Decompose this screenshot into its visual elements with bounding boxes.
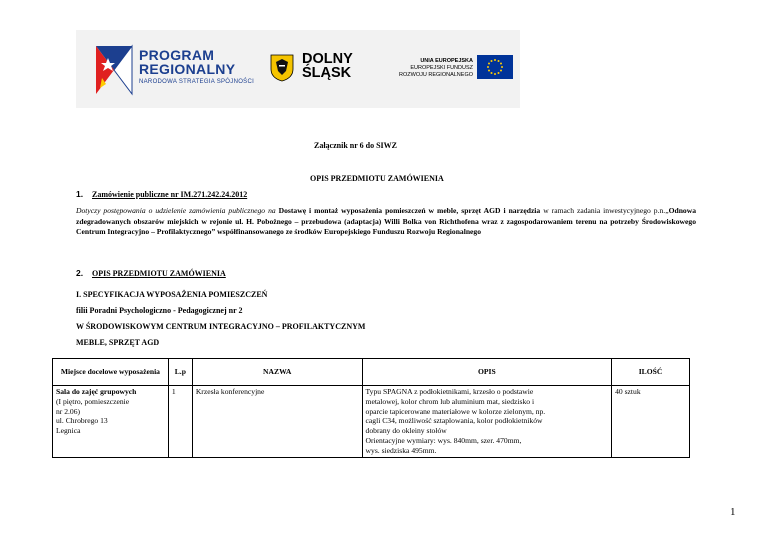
section2-heading: OPIS PRZEDMIOTU ZAMÓWIENIA [92,269,226,278]
location-line2: nr 2.06) [56,406,81,416]
table-header-row [53,359,690,386]
spec-line3: MEBLE, SPRZĘT AGD [76,338,160,347]
location-line4: Legnica [56,426,81,436]
section1-heading: Zamówienie publiczne nr IM.271.242.24.2012 [92,190,248,199]
location-line3: ul. Chrobrego 13 [56,416,108,426]
cell-qty: 40 sztuk [612,386,690,458]
desc-line4: cagli C34, możliwość sztaplowania, kolor podłokietników [365,416,543,426]
cell-location [53,386,169,458]
intro-text-2: Dostawę i montaż wyposażenia pomieszczeń w meble, sprzęt AGD i narzędzia [278,206,541,215]
dolny-slask-text [302,52,353,80]
location-line1: (I piętro, pomieszczenie [56,396,130,406]
intro-text-3: w ramach zadania inwestycyjnego p.n.„ [540,206,669,215]
section2-number: 2. [76,268,84,278]
dolny-line1: DOLNY [302,51,353,67]
desc-line7: wys. siedziska 495mm. [365,445,437,455]
equipment-table [52,358,690,458]
eu-line1: UNIA EUROPEJSKA [420,58,473,64]
desc-line3: oparcie tapicerowane materiałowe w kolorze zielonym, np. [365,406,546,416]
header-name: NAZWA [192,359,362,386]
intro-text-1: Dotyczy postępowania o udzielenie zamówienia publicznego na [76,206,279,215]
location-title: Sala do zajęć grupowych [56,387,137,396]
spec-title: I. SPECYFIKACJA WYPOSAŻENIA POMIESZCZEŃ [76,290,268,299]
cell-desc [362,386,612,458]
intro-paragraph [76,206,696,238]
program-regionalny-logo-icon [94,44,134,96]
table-row [53,386,690,458]
silesia-crest-icon [270,54,294,82]
cell-name: Krzesła konferencyjne [192,386,362,458]
header-lp: L.p [168,359,192,386]
page-number: 1 [730,506,736,518]
intro-text-4: Odnowa zdegradowanych obszarów miejskich w rejonie ul. H. Pobożnego – przebudowa (adaptacja) Willi Bolka von Richthofena wraz z zagospodarowaniem terenu na potrzeby Środowiskowego Centrum Integracyjno – Profilaktycznego” współfinansowanego ze środków Europejskiego Funduszu Rozwoju Regionalnego [76,206,697,236]
attachment-label: Załącznik nr 6 do SIWZ [314,141,397,150]
program-line2: REGIONALNY [139,61,236,77]
cell-lp: 1 [168,386,192,458]
desc-line5: dobrany do okleiny stołów [365,426,447,436]
section1-number: 1. [76,189,84,199]
header-location: Miejsce docelowe wyposażenia [53,359,169,386]
dolny-line2: ŚLĄSK [302,65,352,81]
header-desc: OPIS [362,359,612,386]
eu-flag-icon [477,55,513,79]
desc-line6: Orientacyjne wymiary: wys. 840mm, szer. 470mm, [365,435,522,445]
program-regionalny-text [139,48,254,85]
header-qty: ILOŚĆ [612,359,690,386]
program-subtitle: NARODOWA STRATEGIA SPÓJNOŚCI [139,79,255,85]
spec-line2: W ŚRODOWISKOWYM CENTRUM INTEGRACYJNO – PROFILAKTYCZNYM [76,322,366,331]
eu-text [389,58,473,79]
document-title: OPIS PRZEDMIOTU ZAMÓWIENIA [310,174,444,183]
program-line1: PROGRAM [139,47,215,63]
eu-line2: EUROPEJSKI FUNDUSZ [410,65,473,71]
desc-line1: Typu SPAGNA z podłokietnikami, krzesło o podstawie [365,387,534,396]
desc-line2: metalowej, kolor chrom lub aluminium mat, siedzisko i [365,396,535,406]
eu-line3: ROZWOJU REGIONALNEGO [399,72,473,78]
spec-line1: filii Poradni Psychologiczno - Pedagogicznej nr 2 [76,306,243,315]
